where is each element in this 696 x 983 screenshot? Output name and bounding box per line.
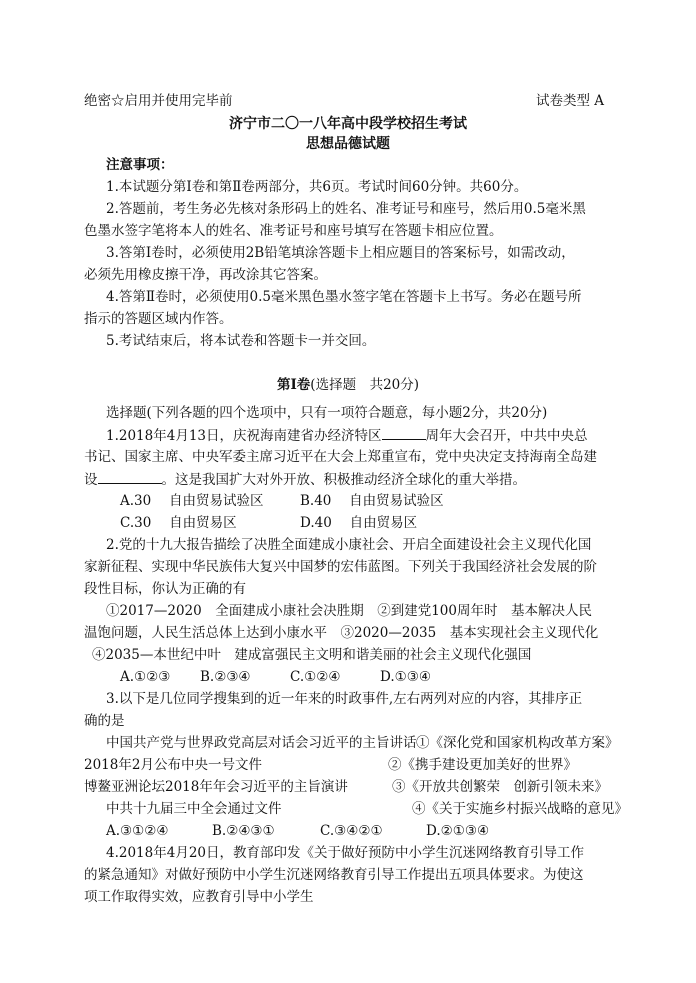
note-line: 1.本试题分第Ⅰ卷和第Ⅱ卷两部分，共6页。考试时间60分钟。共60分。 xyxy=(106,179,528,195)
q3-left-item: 中共十九届三中全会通过文件 xyxy=(106,801,282,817)
q3-right-item: ①《深化党和国家机构改革方案》 xyxy=(416,735,619,751)
q2-option-c: C.①②④ xyxy=(290,669,341,685)
notes-heading: 注意事项： xyxy=(106,157,174,173)
q2-line: 2.党的十九大报告描绘了决胜全面建成小康社会、开启全面建设社会主义现代化国 xyxy=(106,537,592,553)
q1-blank xyxy=(382,425,426,440)
q1-text: 。这是我国扩大对外开放、积极推动经济全球化的重大举措。 xyxy=(161,472,526,488)
q3-left-item: 2018年2月公布中央一号文件 xyxy=(84,757,262,773)
note-line: 3.答第Ⅰ卷时，必须使用2B铅笔填涂答题卡上相应题目的答案标号，如需改动， xyxy=(106,245,575,261)
q2-line: ④2035—本世纪中叶 建成富强民主文明和谐美丽的社会主义现代化强国 xyxy=(92,647,532,663)
q2-line: 段性目标，你认为正确的有 xyxy=(84,581,246,597)
note-line: 指示的答题区域内作答。 xyxy=(84,311,233,327)
q1-text: 周年大会召开，中共中央总 xyxy=(425,428,588,444)
q4-line: 4.2018年4月20日，教育部印发《关于做好预防中小学生沉迷网络教育引导工作 xyxy=(106,845,585,861)
q1-blank xyxy=(98,469,162,484)
q1-line xyxy=(84,469,526,490)
q4-line: 项工作取得实效，应教育引导中小学生 xyxy=(84,889,314,905)
q1-text: 设 xyxy=(84,472,98,488)
q1-option-b: B.40 自由贸易试验区 xyxy=(300,493,444,509)
q3-option-b: B.②④③① xyxy=(212,823,275,839)
section-title-sub: (选择题 共20分) xyxy=(310,377,420,393)
q3-option-c: C.③④②① xyxy=(320,823,383,839)
section-title-main: 第Ⅰ卷 xyxy=(276,377,311,393)
q2-line: ①2017—2020 全面建成小康社会决胜期 ②到建党100周年时 基本解决人民 xyxy=(106,603,592,619)
q2-option-d: D.①③④ xyxy=(380,669,431,685)
q2-line: 家新征程、实现中华民族伟大复兴中国梦的宏伟蓝图。下列关于我国经济社会发展的阶 xyxy=(84,559,597,575)
note-line: 色墨水签字笔将本人的姓名、准考证号和座号填写在答题卡相应位置。 xyxy=(84,223,503,239)
q2-option-b: B.②③④ xyxy=(200,669,251,685)
q4-line: 的紧急通知》对做好预防中小学生沉迷网络教育引导工作提出五项具体要求。为使这 xyxy=(84,867,584,883)
q3-line: 确的是 xyxy=(84,713,125,729)
exam-subject: 思想品德试题 xyxy=(306,136,390,152)
paper-type-label: 试卷类型 A xyxy=(536,93,605,109)
q1-line xyxy=(106,425,588,446)
note-line: 5.考试结束后，将本试卷和答题卡一并交回。 xyxy=(106,333,376,349)
q3-option-d: D.②①③④ xyxy=(426,823,490,839)
exam-title: 济宁市二〇一八年高中段学校招生考试 xyxy=(229,116,467,132)
q3-right-item: ③《开放共创繁荣 创新引领未来》 xyxy=(392,779,608,795)
q2-option-a: A.①②③ xyxy=(120,669,171,685)
q1-option-d: D.40 自由贸易区 xyxy=(300,515,418,531)
section-instructions: 选择题(下列各题的四个选项中，只有一项符合题意，每小题2分，共20分) xyxy=(106,405,548,421)
q3-right-item: ④《关于实施乡村振兴战略的意见》 xyxy=(412,801,628,817)
q1-option-a: A.30 自由贸易试验区 xyxy=(120,493,264,509)
q3-left-item: 中国共产党与世界政党高层对话会习近平的主旨讲话 xyxy=(106,735,417,751)
q1-option-c: C.30 自由贸易区 xyxy=(120,515,237,531)
q1-text: 1.2018年4月13日，庆祝海南建省办经济特区 xyxy=(106,428,382,444)
note-line: 2.答题前，考生务必先核对条形码上的姓名、准考证号和座号，然后用0.5毫米黑 xyxy=(106,201,586,217)
confidential-mark: 绝密☆启用并使用完毕前 xyxy=(84,93,233,109)
section-title xyxy=(0,375,696,395)
q3-option-a: A.③①②④ xyxy=(106,823,169,839)
q3-right-item: ②《携手建设更加美好的世界》 xyxy=(388,757,577,773)
q3-line: 3.以下是几位同学搜集到的近一年来的时政事件,左右两列对应的内容，其排序正 xyxy=(106,691,583,707)
q2-line: 温饱问题，人民生活总体上达到小康水平 ③2020—2035 基本实现社会主义现代化 xyxy=(84,625,599,641)
q3-left-item: 博鳌亚洲论坛2018年年会习近平的主旨演讲 xyxy=(84,779,348,795)
note-line: 4.答第Ⅱ卷时，必须使用0.5毫米黑色墨水签字笔在答题卡上书写。务必在题号所 xyxy=(106,289,582,305)
note-line: 必须先用橡皮擦干净，再改涂其它答案。 xyxy=(84,267,327,283)
q1-line: 书记、国家主席、中央军委主席习近平在大会上郑重宣布，党中央决定支持海南全岛建 xyxy=(84,449,597,465)
